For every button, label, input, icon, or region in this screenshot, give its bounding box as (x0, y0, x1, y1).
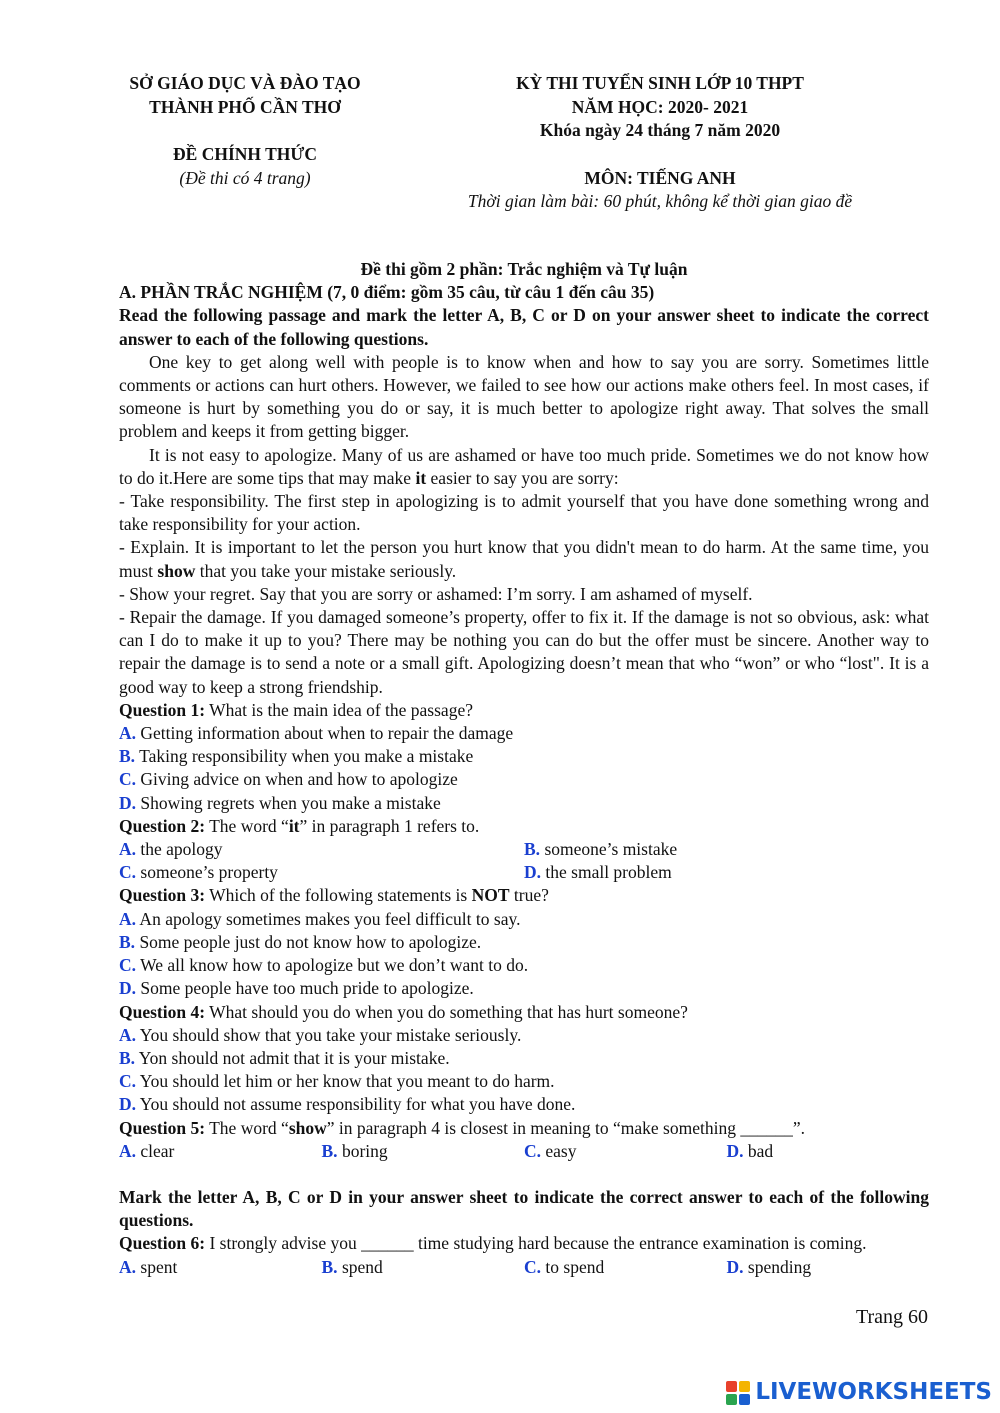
question-stem: Question 2: The word “it” in paragraph 1 refers to. (119, 815, 480, 836)
highlighted-word: show (157, 560, 196, 581)
option-c[interactable]: C. easy (524, 1140, 577, 1161)
exam-date: Khóa ngày 24 tháng 7 năm 2020 (539, 120, 781, 140)
question-stem: Question 5: The word “show” in paragraph 4 is closest in meaning to “make something ______”. (119, 1117, 805, 1138)
options-row (119, 1256, 929, 1279)
passage-paragraph-1: One key to get along well with people is to know when and how to say you are sorry. Sometimes little comments or actions can hurt others. However, we failed to see how our actions make others feel. In most cases, if someone is hurt by something you do or say, it is much better to apologize right away. That solves the small problem and keeps it from getting bigger. (119, 351, 929, 442)
option-a[interactable]: A. You should show that you take your mistake seriously. (119, 1024, 522, 1045)
options-row (119, 861, 929, 884)
page-number: Trang 60 (855, 1306, 928, 1328)
option-b[interactable]: B. Taking responsibility when you make a mistake (119, 746, 474, 767)
section-a-heading: A. PHẦN TRẮC NGHIỆM (7, 0 điểm: gồm 35 câu, từ câu 1 đến câu 35) (119, 282, 655, 303)
subject-label: MÔN: TIẾNG ANH (584, 167, 736, 188)
exam-content (119, 258, 929, 1279)
question-1 (119, 699, 929, 815)
tip-1: - Take responsibility. The first step in apologizing is to admit yourself that you have done something wrong and take responsibility for your action. (119, 491, 929, 535)
option-d[interactable]: D. bad (726, 1140, 774, 1161)
exam-title: KỲ THI TUYỂN SINH LỚP 10 THPT (516, 73, 804, 93)
question-6 (119, 1232, 929, 1278)
school-year: NĂM HỌC: 2020- 2021 (571, 96, 749, 117)
pages-note: (Đề thi có 4 trang) (179, 167, 311, 188)
question-2 (119, 815, 929, 885)
reading-instruction: Read the following passage and mark the letter A, B, C or D on your answer sheet to indicate the correct answer to each of the following questions. (119, 305, 929, 349)
option-a[interactable]: A. the apology (119, 839, 223, 860)
option-c[interactable]: C. someone’s property (119, 862, 278, 883)
tip-4: - Repair the damage. If you damaged someone’s property, offer to fix it. If the damage is not so obvious, ask: what can I do to make it up to you? There may be nothing you can do but the offer must be sincere. Another way to repair the damage is to send a note or a small gift. Apologizing doesn’t mean that who “won” or who “lost". It is a good way to keep a strong friendship. (119, 607, 929, 697)
option-d[interactable]: D. Some people have too much pride to apologize. (119, 978, 474, 999)
question-stem: Question 6: I strongly advise you ______ time studying hard because the entrance examination is coming. (119, 1233, 867, 1254)
time-note: Thời gian làm bài: 60 phút, không kể thời gian giao đề (467, 191, 853, 211)
liveworksheets-logo-icon (725, 1380, 751, 1406)
tip-3: - Show your regret. Say that you are sorry or ashamed: I’m sorry. I am ashamed of myself. (119, 583, 753, 604)
grammar-instruction: Mark the letter A, B, C or D in your answer sheet to indicate the correct answer to each of the following questions. (119, 1186, 929, 1231)
parts-heading: Đề thi gồm 2 phần: Trắc nghiệm và Tự luận (360, 259, 688, 279)
spacer (119, 1163, 929, 1186)
option-c[interactable]: C. We all know how to apologize but we don’t want to do. (119, 955, 529, 976)
official-label: ĐỀ CHÍNH THỨC (173, 144, 317, 164)
question-stem: Question 3: Which of the following statements is NOT true? (119, 885, 549, 906)
option-b[interactable]: B. Some people just do not know how to apologize. (119, 931, 482, 952)
passage-paragraph-2: It is not easy to apologize. Many of us are ashamed or have too much pride. Sometimes we do not know how to do it.Here are some tips that may make it easier to say you are sorry: (119, 444, 929, 488)
header-left (100, 72, 390, 190)
option-a[interactable]: A. An apology sometimes makes you feel difficult to say. (119, 908, 521, 929)
question-stem: Question 4: What should you do when you do something that has hurt someone? (119, 1001, 688, 1022)
city-name: THÀNH PHỐ CẦN THƠ (149, 96, 341, 117)
options-row (119, 838, 929, 861)
option-d[interactable]: D. spending (726, 1256, 812, 1277)
option-a[interactable]: A. spent (119, 1256, 178, 1277)
option-b[interactable]: B. someone’s mistake (524, 839, 678, 860)
option-a[interactable]: A. clear (119, 1140, 175, 1161)
header-right (440, 72, 880, 214)
option-c[interactable]: C. You should let him or her know that you meant to do harm. (119, 1071, 555, 1092)
department-name: SỞ GIÁO DỤC VÀ ĐÀO TẠO (129, 73, 361, 93)
options-row (119, 1140, 929, 1163)
question-stem: Question 1: What is the main idea of the passage? (119, 699, 473, 720)
option-b[interactable]: B. boring (321, 1140, 388, 1161)
option-d[interactable]: D. the small problem (524, 862, 672, 883)
tip-2: - Explain. It is important to let the person you hurt know that you didn't mean to do harm. At the same time, you must show that you take your mistake seriously. (119, 537, 929, 581)
liveworksheets-logo[interactable] (725, 1380, 992, 1406)
option-d[interactable]: D. Showing regrets when you make a mistake (119, 792, 441, 813)
option-c[interactable]: C. Giving advice on when and how to apologize (119, 769, 458, 790)
question-5 (119, 1117, 929, 1163)
option-b[interactable]: B. Yon should not admit that it is your mistake. (119, 1047, 450, 1068)
question-3 (119, 884, 929, 1000)
referent-word: it (415, 467, 427, 488)
option-b[interactable]: B. spend (321, 1256, 383, 1277)
option-c[interactable]: C. to spend (524, 1256, 605, 1277)
option-d[interactable]: D. You should not assume responsibility for what you have done. (119, 1094, 576, 1115)
option-a[interactable]: A. Getting information about when to repair the damage (119, 723, 514, 744)
liveworksheets-logo-text: LIVEWORKSHEETS (755, 1379, 992, 1406)
question-4 (119, 1001, 929, 1117)
